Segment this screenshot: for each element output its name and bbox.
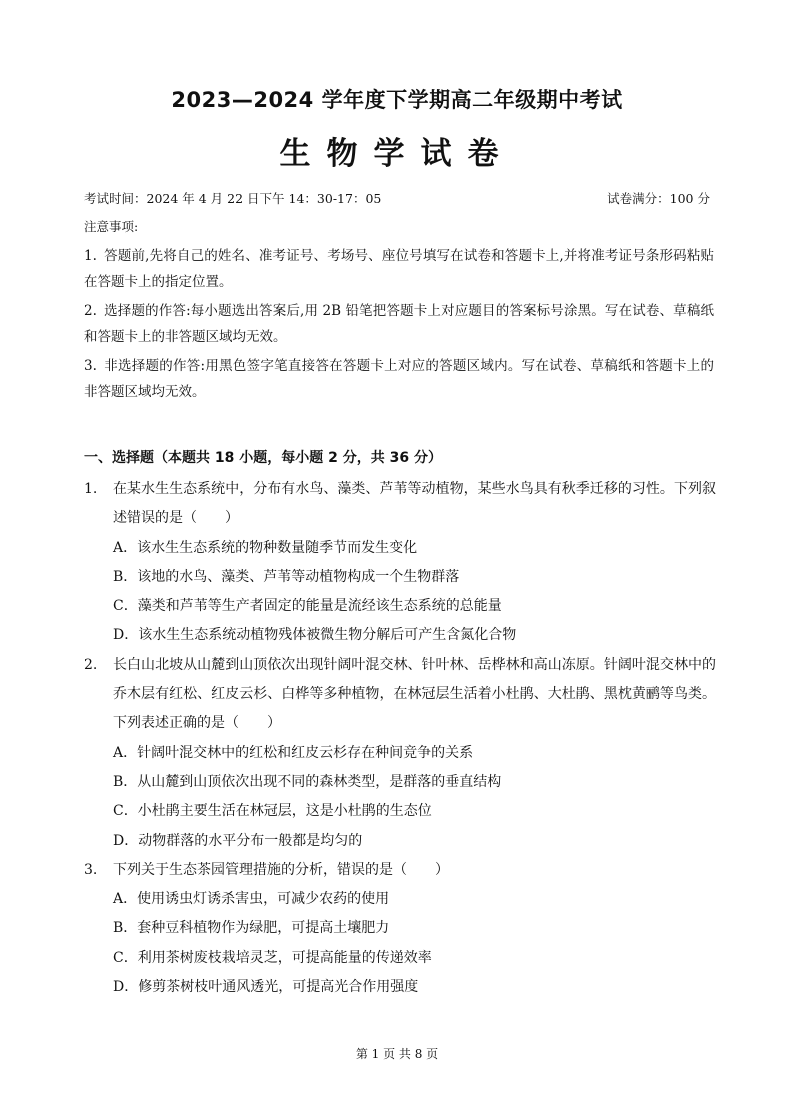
note-text: 选择题的作答:每小题选出答案后,用 2B 铅笔把答题卡上对应题目的答案标号涂黑。写在试卷、草稿纸和答题卡上的非答题区域均无效。 <box>84 303 714 345</box>
exam-title: 2023—2024 学年度下学期高二年级期中考试 <box>171 88 623 112</box>
note-text: 答题前,先将自己的姓名、准考证号、考场号、座位号填写在试卷和答题卡上,并将准考证号条形码粘贴在答题卡上的指定位置。 <box>84 248 714 290</box>
option-d: D．动物群落的水平分布一般都是均匀的 <box>113 832 363 849</box>
note-text: 非选择题的作答:用黑色签字笔直接答在答题卡上对应的答题区域内。写在试卷、草稿纸和答题卡上的非答题区域均无效。 <box>84 358 714 400</box>
exam-time: 考试时间：2024 年 4 月 22 日下午 14：30-17：05 <box>84 191 382 206</box>
notes-list <box>84 243 714 408</box>
question-stem: 下列关于生态茶园管理措施的分析，错误的是（ ） <box>113 861 449 878</box>
question-stem: 在某水生生态系统中，分布有水鸟、藻类、芦苇等动植物，某些水鸟具有秋季迁移的习性。下列叙述错误的是（ ） <box>113 481 716 527</box>
page-footer: 第 1 页 共 8 页 <box>355 1047 439 1061</box>
note-number: 1. <box>84 248 97 264</box>
question-number: 3. <box>84 861 98 878</box>
option-b: B．从山麓到山顶依次出现不同的森林类型，是群落的垂直结构 <box>113 773 502 790</box>
option-a: A．该水生生态系统的物种数量随季节而发生变化 <box>113 539 418 556</box>
option-c: C．小杜鹃主要生活在林冠层，这是小杜鹃的生态位 <box>113 803 432 820</box>
note-item <box>84 298 714 350</box>
section-title: 一、选择题（本题共 18 小题，每小题 2 分，共 36 分） <box>84 450 442 466</box>
note-number: 3. <box>84 358 97 374</box>
note-number: 2. <box>84 303 97 319</box>
option-d: D．该水生生态系统动植物残体被微生物分解后可产生含氮化合物 <box>113 627 517 644</box>
exam-meta <box>84 189 710 207</box>
question-number: 1. <box>84 481 98 497</box>
option-c: C．藻类和芦苇等生产者固定的能量是流经该生态系统的总能量 <box>113 598 502 615</box>
option-b: B．套种豆科植物作为绿肥，可提高土壤肥力 <box>113 920 390 937</box>
question-number: 2. <box>84 656 98 673</box>
subject-title: 生物学试卷 <box>279 136 515 172</box>
note-item <box>84 353 714 405</box>
option-d: D．修剪茶树枝叶通风透光，可提高光合作用强度 <box>113 979 419 996</box>
option-c: C．利用茶树废枝栽培灵芝，可提高能量的传递效率 <box>113 949 432 966</box>
option-b: B．该地的水鸟、藻类、芦苇等动植物构成一个生物群落 <box>113 568 460 585</box>
notes-heading: 注意事项: <box>84 219 139 234</box>
note-item <box>84 243 714 295</box>
question-list <box>84 475 716 1002</box>
question-1 <box>84 475 716 651</box>
question-stem: 长白山北坡从山麓到山顶依次出现针阔叶混交林、针叶林、岳桦林和高山冻原。针阔叶混交林中的乔木层有红松、红皮云杉、白桦等多种植物，在林冠层生活着小杜鹃、大杜鹃、黑枕黄鹂等鸟类。下列表述正确的是（ ） <box>113 656 716 732</box>
option-a: A．针阔叶混交林中的红松和红皮云杉存在种间竞争的关系 <box>113 744 474 761</box>
full-score: 试卷满分：100 分 <box>607 191 710 206</box>
option-a: A．使用诱虫灯诱杀害虫，可减少农药的使用 <box>113 891 390 908</box>
question-3 <box>84 856 716 1002</box>
question-2 <box>84 651 716 856</box>
